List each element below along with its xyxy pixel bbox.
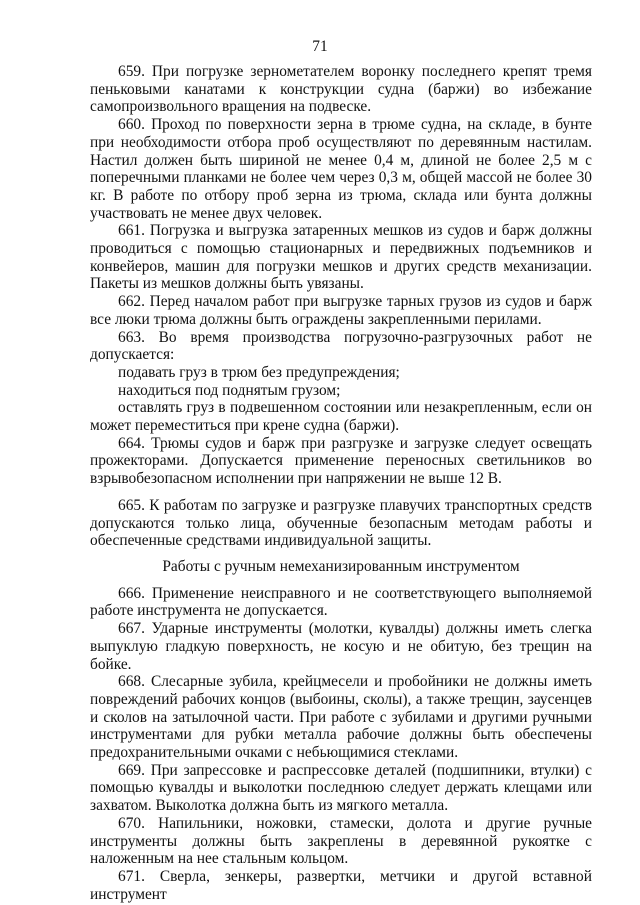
paragraph-670: 670. Напильники, ножовки, стамески, долота и другие ручные инструменты должны быть закреплены в деревянной рукоятке с наложенным на нее стальным кольцом. (90, 814, 592, 868)
paragraph-671: 671. Сверла, зенкеры, развертки, метчики и другой вставной инструмент (90, 867, 592, 903)
paragraph-663: 663. Во время производства погрузочно-разгрузочных работ не допускается: (90, 328, 592, 364)
paragraph-668: 668. Слесарные зубила, крейцмесели и пробойники не должны иметь повреждений рабочих концов (выбоины, сколы), а также трещин, заусенцев и сколов на затылочной части. При работе с зубилами и другими ручными инструментами для рубки металла рабочие должны быть обеспечены предохранительными очками с небьющимися стеклами. (90, 673, 592, 762)
paragraph-659: 659. При погрузке зернометателем воронку последнего крепят тремя пеньковыми канатами к конструкции судна (баржи) во избежание самопроизвольного вращения на подвеске. (90, 63, 592, 116)
section-heading: Работы с ручным немеханизированным инструментом (162, 557, 520, 575)
paragraph-666: 666. Применение неисправного и не соответствующего выполняемой работе инструмента не допускается. (90, 584, 592, 620)
page-number: 71 (312, 38, 328, 55)
paragraph-662: 662. Перед началом работ при выгрузке тарных грузов из судов и барж все люки трюма должны быть ограждены закрепленными перилами. (90, 293, 592, 328)
paragraph-667: 667. Ударные инструменты (молотки, кувалды) должны иметь слегка выпуклую гладкую поверхность, не косую и не обитую, без трещин на бойке. (90, 620, 592, 673)
paragraph-660: 660. Проход по поверхности зерна в трюме судна, на складе, в бунте при необходимости отбора проб осуществляют по деревянным настилам. Настил должен быть шириной не менее 0,4 м, длиной не более 2,5 м с поперечными планками не более чем через 0,3 м, общей массой не более 30 кг. В работе по отбору проб зерна из трюма, склада или бунта должны участвовать не менее двух человек. (90, 116, 592, 222)
list-item-663-3: оставлять груз в подвешенном состоянии или незакрепленным, если он может переместиться при крене судна (баржи). (90, 399, 592, 435)
paragraph-661: 661. Погрузка и выгрузка затаренных мешков из судов и барж должны проводиться с помощью стационарных и передвижных подъемников и конвейеров, машин для погрузки мешков и других средств механизации. Пакеты из мешков должны быть увязаны. (90, 222, 592, 293)
paragraph-664: 664. Трюмы судов и барж при разгрузке и загрузке следует освещать прожекторами. Допускается применение переносных светильников во взрывобезопасном исполнении при напряжении не выше 12 В. (90, 434, 592, 488)
list-item-663-1: подавать груз в трюм без предупреждения; (118, 363, 400, 381)
list-item-663-2: находиться под поднятым грузом; (118, 381, 341, 399)
paragraph-665: 665. К работам по загрузке и разгрузке плавучих транспортных средств допускаются только лица, обученные безопасным методам работы и обеспеченные средствами индивидуальной защиты. (90, 496, 592, 550)
paragraph-669: 669. При запрессовке и распрессовке деталей (подшипники, втулки) с помощью кувалды и выколотки последнюю следует держать клещами или захватом. Выколотка должна быть из мягкого металла. (90, 761, 592, 815)
document-body (90, 63, 592, 903)
